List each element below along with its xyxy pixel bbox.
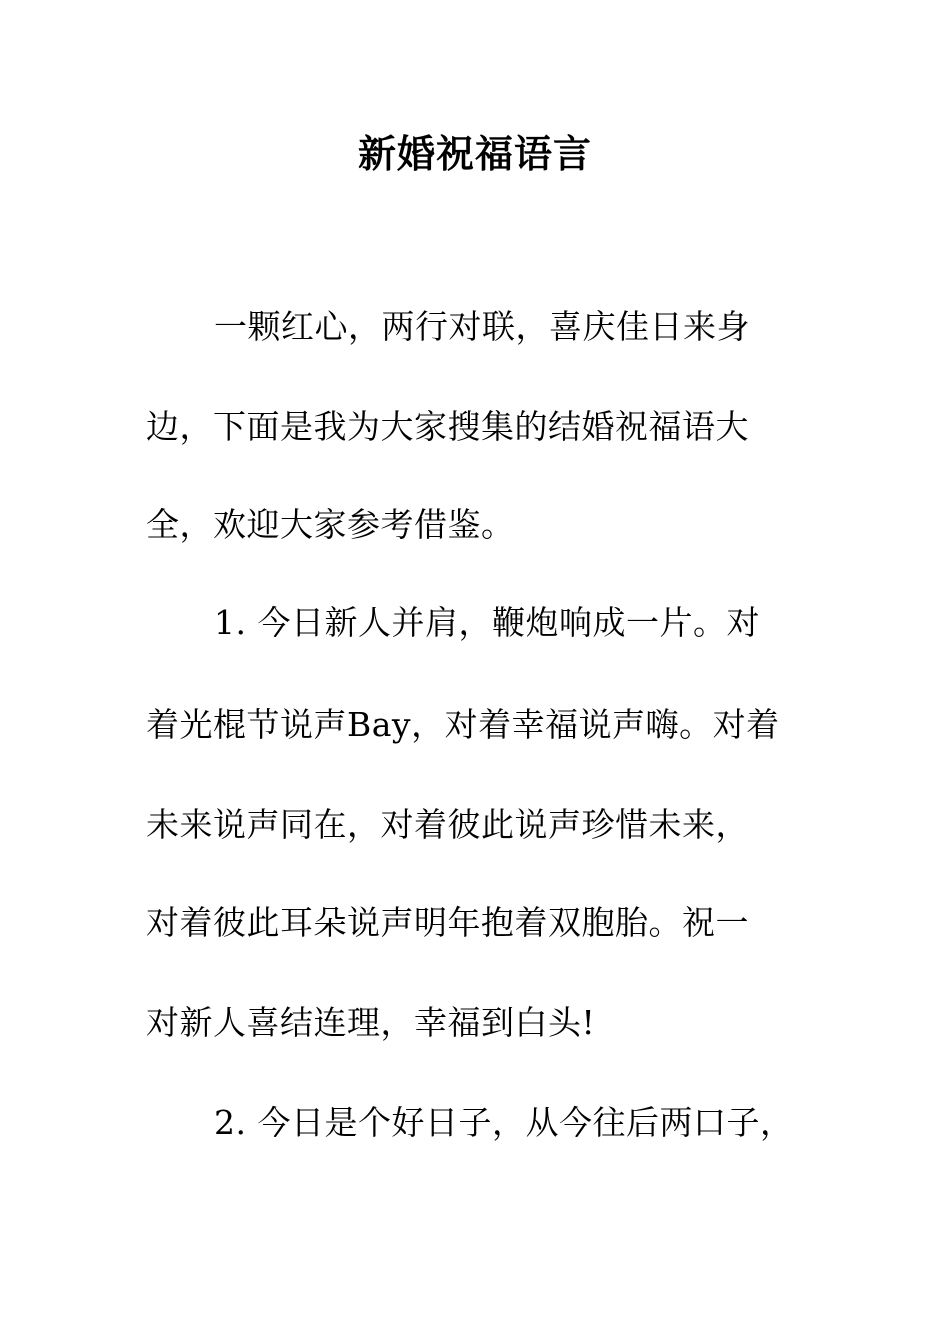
paragraph-line: 对新人喜结连理，幸福到白头!: [146, 1003, 596, 1042]
document-title: 新婚祝福语言: [357, 131, 592, 176]
paragraph-line: 一颗红心，两行对联，喜庆佳日来身: [214, 307, 750, 346]
paragraph-line: 着光棍节说声Bay，对着幸福说声嗨。对着: [146, 705, 780, 744]
paragraph-line: 边，下面是我为大家搜集的结婚祝福语大: [146, 407, 749, 446]
paragraph-line: 对着彼此耳朵说声明年抱着双胞胎。祝一: [146, 903, 749, 942]
list-item-2-line: 2. 今日是个好日子，从今往后两口子，: [214, 1103, 794, 1142]
paragraph-line: 全，欢迎大家参考借鉴。: [146, 505, 515, 544]
paragraph-line: 未来说声同在，对着彼此说声珍惜未来，: [146, 805, 749, 844]
list-item-1-line: 1. 今日新人并肩，鞭炮响成一片。对: [214, 603, 760, 642]
